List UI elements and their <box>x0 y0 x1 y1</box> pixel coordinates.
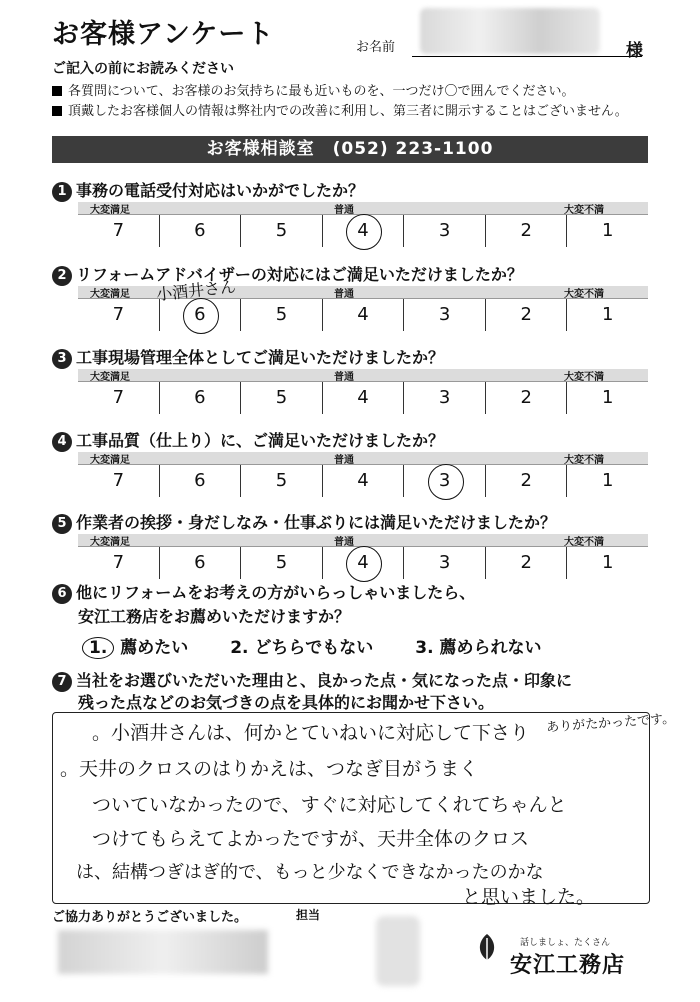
scale-label-mid: 普通 <box>334 537 354 548</box>
scale-header-bar <box>78 202 648 214</box>
scale-options <box>78 546 648 579</box>
rating-option[interactable]: 6 <box>160 382 242 414</box>
option-not-recommend[interactable]: 3. 薦められない <box>415 638 542 658</box>
rating-option[interactable]: 7 <box>78 547 160 579</box>
question-number: 4 <box>52 432 72 452</box>
comment-line: 。小酒井さんは、何かとていねいに対応して下さり <box>92 722 530 744</box>
scale-label-high: 大変満足 <box>90 372 130 383</box>
company-name: 安江工務店 <box>510 953 626 978</box>
question-6: 6 他にリフォームをお考えの方がいらっしゃいましたら、 <box>52 580 475 604</box>
scale-label-high: 大変満足 <box>90 289 130 300</box>
rating-option[interactable]: 2 <box>486 215 568 247</box>
scale-header-bar <box>78 534 648 546</box>
comment-line: 。天井のクロスのはりかえは、つなぎ目がうまく <box>60 758 479 780</box>
consultation-phone-bar: お客様相談室 (052) 223-1100 <box>52 136 648 163</box>
rating-option[interactable]: 3 <box>404 215 486 247</box>
scale-options <box>78 381 648 414</box>
scale-label-low: 大変不満 <box>564 205 604 216</box>
recommend-options <box>82 633 542 659</box>
question-5: 5 作業者の挨拶・身だしなみ・仕事ぶりには満足いただけましたか？ <box>52 510 556 534</box>
rating-scale <box>78 202 648 248</box>
handwritten-advisor-name: 小酒井さん <box>155 276 237 305</box>
rating-option[interactable]: 1 <box>602 552 614 573</box>
question-1: 1 事務の電話受付対応はいかがでしたか？ <box>52 178 364 202</box>
rating-option[interactable]: 3 <box>404 382 486 414</box>
rating-option[interactable]: 3 <box>404 547 486 579</box>
rating-option[interactable]: 4 <box>323 215 405 247</box>
question-3: 3 工事現場管理全体としてご満足いただけましたか？ <box>52 345 444 369</box>
scale-label-high: 大変満足 <box>90 537 130 548</box>
question-number: 5 <box>52 514 72 534</box>
question-7: 7 当社をお選びいただいた理由と、良かった点・気になった点・印象に <box>52 668 572 692</box>
rating-option[interactable]: 4 <box>323 547 405 579</box>
rating-option[interactable]: 3 <box>404 299 486 331</box>
rating-option[interactable]: 5 <box>241 215 323 247</box>
rating-option[interactable]: 2 <box>486 299 568 331</box>
scale-options <box>78 214 648 247</box>
rating-option[interactable]: 4 <box>323 382 405 414</box>
rating-option[interactable]: 6 <box>160 547 242 579</box>
page-title: お客様アンケート <box>52 19 275 50</box>
rating-option[interactable]: 7 <box>78 215 160 247</box>
option-neutral[interactable]: 2. どちらでもない <box>230 638 374 658</box>
rating-option[interactable]: 1 <box>602 220 614 241</box>
scale-label-low: 大変不満 <box>564 372 604 383</box>
rating-option[interactable]: 1 <box>602 387 614 408</box>
rating-scale <box>78 534 648 580</box>
leaf-logo-icon <box>472 930 502 970</box>
comment-line: は、結構つぎはぎ的で、もっと少なくできなかったのかな <box>76 862 544 883</box>
rating-option[interactable]: 1 <box>602 470 614 491</box>
redacted-staff-signature <box>376 916 420 986</box>
rating-option[interactable]: 3 <box>404 465 486 497</box>
scale-header-bar <box>78 452 648 464</box>
question-2: 2 リフォームアドバイザーの対応にはご満足いただけましたか？ <box>52 262 523 286</box>
notes-heading: ご記入の前にお読みください <box>52 61 234 77</box>
rating-option[interactable]: 7 <box>78 382 160 414</box>
question-7-line2: 残った点などのお気づきの点を具体的にお聞かせ下さい。 <box>78 693 495 712</box>
comment-line: ついていなかったので、すぐに対応してくれてちゃんと <box>92 794 567 816</box>
scale-label-mid: 普通 <box>334 372 354 383</box>
rating-scale <box>78 369 648 415</box>
thanks-message: ご協力ありがとうございました。 <box>52 910 248 925</box>
redacted-name <box>420 8 600 54</box>
scale-header-bar <box>78 369 648 381</box>
question-number: 1 <box>52 182 72 202</box>
scale-label-mid: 普通 <box>334 289 354 300</box>
note-item: 各質問について、お客様のお気持ちに最も近いものを、一つだけ〇で囲んでください。 <box>52 80 574 99</box>
rating-option[interactable]: 5 <box>241 382 323 414</box>
rating-scale <box>78 452 648 498</box>
rating-option[interactable]: 5 <box>241 299 323 331</box>
note-item: 頂戴したお客様個人の情報は弊社内での改善に利用し、第三者に開示することはございません。 <box>52 100 628 119</box>
rating-option[interactable]: 6 <box>160 465 242 497</box>
scale-label-mid: 普通 <box>334 455 354 466</box>
square-bullet-icon <box>52 86 62 96</box>
scale-label-low: 大変不満 <box>564 455 604 466</box>
company-tagline: 話しましょ、たくさん <box>520 938 611 948</box>
redacted-info <box>58 930 268 974</box>
name-label: お名前 <box>356 40 396 55</box>
scale-label-low: 大変不満 <box>564 537 604 548</box>
rating-option[interactable]: 2 <box>486 382 568 414</box>
rating-option[interactable]: 7 <box>78 465 160 497</box>
rating-option[interactable]: 5 <box>241 465 323 497</box>
scale-label-low: 大変不満 <box>564 289 604 300</box>
staff-label: 担当 <box>296 908 321 922</box>
question-number: 3 <box>52 349 72 369</box>
comment-line: ありがたかったです。 <box>545 711 676 736</box>
rating-option[interactable]: 5 <box>241 547 323 579</box>
name-field-line <box>412 56 642 57</box>
scale-label-high: 大変満足 <box>90 455 130 466</box>
question-number: 7 <box>52 672 72 692</box>
scale-options <box>78 464 648 497</box>
rating-option[interactable]: 7 <box>78 299 160 331</box>
scale-label-mid: 普通 <box>334 205 354 216</box>
question-4: 4 工事品質（仕上り）に、ご満足いただけましたか？ <box>52 428 444 452</box>
square-bullet-icon <box>52 106 62 116</box>
question-number: 6 <box>52 584 72 604</box>
rating-option[interactable]: 6 <box>160 299 242 331</box>
rating-option[interactable]: 4 <box>323 299 405 331</box>
scale-label-high: 大変満足 <box>90 205 130 216</box>
rating-option[interactable]: 2 <box>486 465 568 497</box>
rating-option[interactable]: 1 <box>602 304 614 325</box>
option-recommend[interactable]: 1. 薦めたい <box>82 633 188 659</box>
rating-option[interactable]: 4 <box>323 465 405 497</box>
question-6-line2: 安江工務店をお薦めいただけますか？ <box>78 607 351 626</box>
question-number: 2 <box>52 266 72 286</box>
comment-line: つけてもらえてよかったですが、天井全体のクロス <box>92 828 530 850</box>
name-suffix: 様 <box>626 41 643 61</box>
rating-option[interactable]: 2 <box>486 547 568 579</box>
comment-line: と思いました。 <box>462 886 596 908</box>
rating-option[interactable]: 6 <box>160 215 242 247</box>
